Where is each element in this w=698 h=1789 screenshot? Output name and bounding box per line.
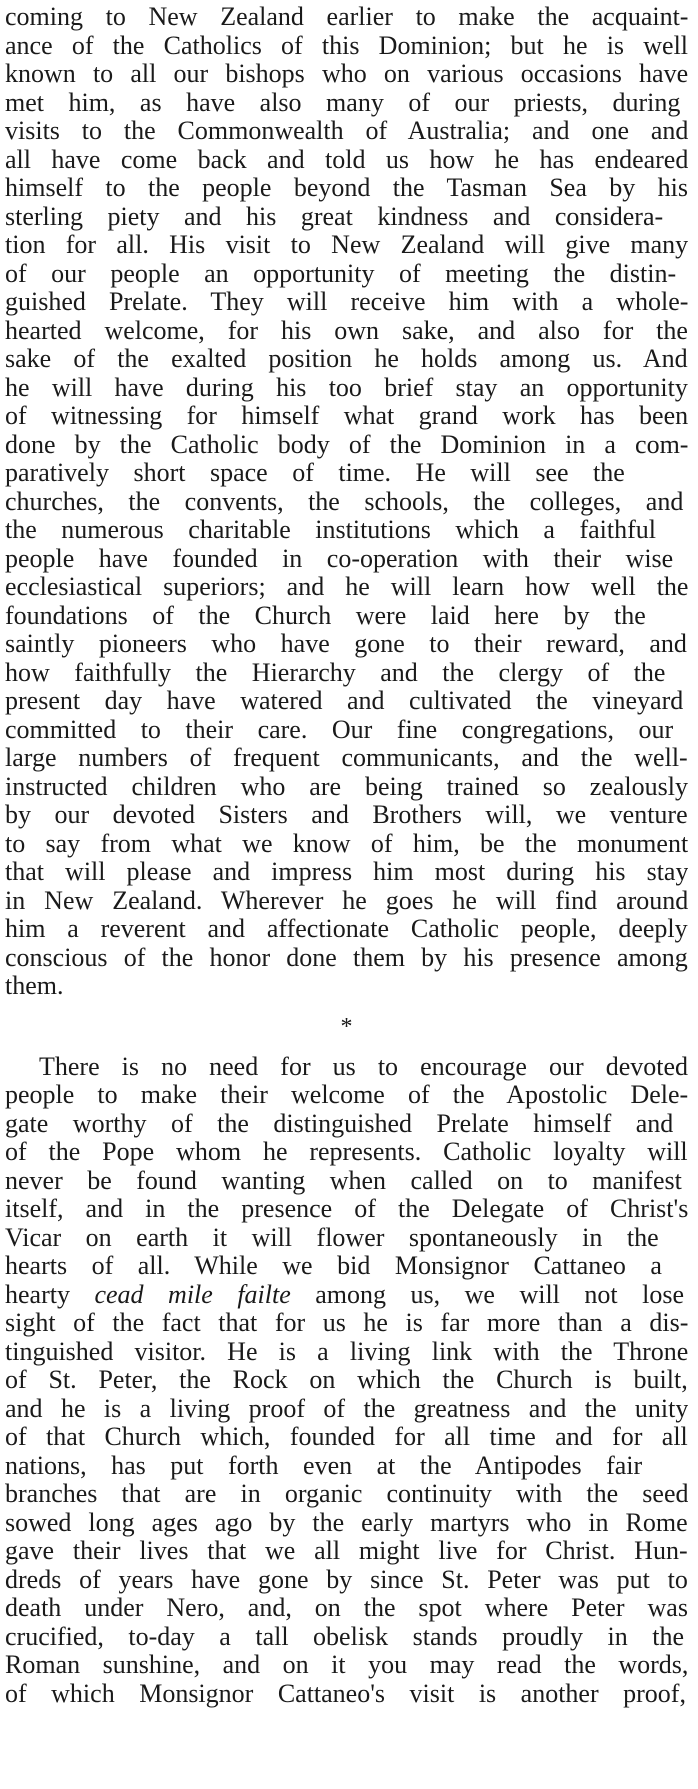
text-line: that will please and impress him most during his stay (5, 858, 688, 886)
text-line: sight of the fact that for us he is far more than a dis- (5, 1309, 688, 1337)
italic-phrase: cead mile failte (94, 1280, 291, 1309)
text-line: gave their lives that we all might live for Christ. Hun- (5, 1537, 688, 1565)
text-line: Vicar on earth it will flower spontaneously in the (5, 1223, 659, 1252)
text-line: how faithfully the Hierarchy and the clergy of the (5, 658, 666, 687)
text-line: of St. Peter, the Rock on which the Church is built, (5, 1366, 688, 1394)
text-line: saintly pioneers who have gone to their reward, and (5, 630, 687, 658)
text-line: death under Nero, and, on the spot where Peter was (5, 1594, 688, 1622)
text-line: known to all our bishops who on various occasions have (5, 60, 688, 88)
text-line: the numerous charitable institutions which a faithful (5, 516, 656, 544)
text-line: foundations of the Church were laid here by the (5, 601, 646, 630)
text-line: itself, and in the presence of the Delegate of Christ's (5, 1195, 688, 1223)
text-line: of the Pope whom he represents. Catholic loyalty will (5, 1138, 688, 1166)
text-line: people to make their welcome of the Apostolic Dele- (5, 1081, 688, 1109)
text-line: all have come back and told us how he has endeared (5, 145, 688, 174)
paragraph-welcome-prelate (5, 3, 688, 1001)
text-line: tinguished visitor. He is a living link with the Throne (5, 1337, 688, 1366)
text-line: paratively short space of time. He will see the (5, 459, 625, 487)
text-line: coming to New Zealand earlier to make the acquaint- (5, 3, 688, 31)
text-line: to say from what we know of him, be the monument (5, 829, 688, 858)
text-line: of which Monsignor Cattaneo's visit is another proof, (5, 1679, 686, 1708)
text-line: of witnessing for himself what grand work has been (5, 402, 688, 430)
text-line: sowed long ages ago by the early martyrs who in Rome (5, 1508, 688, 1537)
text-line: people have founded in co-operation with their wise (5, 544, 674, 573)
text-line: done by the Catholic body of the Dominion in a com- (5, 430, 688, 459)
text-line: branches that are in organic continuity with the seed (5, 1480, 688, 1508)
text-line: present day have watered and cultivated the vineyard (5, 687, 684, 715)
text-line: guished Prelate. They will receive him with a whole- (5, 288, 688, 316)
text-line: dreds of years have gone by since St. Peter was put to (5, 1565, 688, 1594)
text-line: sake of the exalted position he holds among us. And (5, 345, 688, 373)
text-line: Roman sunshine, and on it you may read the words, (5, 1651, 688, 1679)
text-line: sterling piety and his great kindness and considera- (5, 202, 664, 231)
text-line: visits to the Commonwealth of Australia; and one and (5, 117, 688, 145)
text-line: instructed children who are being trained so zealously (5, 772, 688, 801)
text-line: gate worthy of the distinguished Prelate himself and (5, 1109, 674, 1138)
text-line: never be found wanting when called on to manifest (5, 1166, 682, 1195)
text-line: large numbers of frequent communicants, and the well- (5, 744, 688, 772)
text-line: him a reverent and affectionate Catholic people, deeply (5, 915, 688, 943)
text-segment: hearty (5, 1280, 95, 1309)
text-line: ecclesiastical superiors; and he will learn how well the (5, 573, 688, 601)
text-line: of our people an opportunity of meeting the distin- (5, 259, 677, 288)
text-line-with-italic (5, 1281, 688, 1310)
text-line: hearts of all. While we bid Monsignor Cattaneo a (5, 1252, 662, 1280)
text-line: committed to their care. Our fine congregations, our (5, 715, 674, 744)
text-line: himself to the people beyond the Tasman Sea by his (5, 174, 688, 202)
text-line: ance of the Catholics of this Dominion; but he is well (5, 31, 688, 60)
text-line: by our devoted Sisters and Brothers will, we venture (5, 801, 688, 829)
text-line: churches, the convents, the schools, the colleges, and (5, 487, 684, 516)
text-line: he will have during his too brief stay an opportunity (5, 373, 688, 402)
text-line: them. (5, 972, 64, 1000)
section-separator: * (340, 1013, 353, 1040)
text-line: hearted welcome, for his own sake, and also for the (5, 316, 688, 345)
text-line: of that Church which, founded for all time and for all (5, 1423, 688, 1451)
text-line: nations, has put forth even at the Antipodes fair (5, 1451, 643, 1480)
text-segment: among us, we will not lose (290, 1280, 685, 1309)
text-line: and he is a living proof of the greatness and the unity (5, 1394, 688, 1423)
text-line: in New Zealand. Wherever he goes he will find around (5, 886, 688, 915)
text-line: met him, as have also many of our priests, during (5, 88, 681, 117)
text-line: tion for all. His visit to New Zealand will give many (5, 231, 688, 259)
text-line: crucified, to-day a tall obelisk stands proudly in the (5, 1622, 685, 1651)
paragraph-catholic-loyalty (5, 1053, 688, 1709)
text-line: There is no need for us to encourage our devoted (39, 1052, 688, 1081)
text-line: conscious of the honor done them by his presence among (5, 943, 688, 972)
